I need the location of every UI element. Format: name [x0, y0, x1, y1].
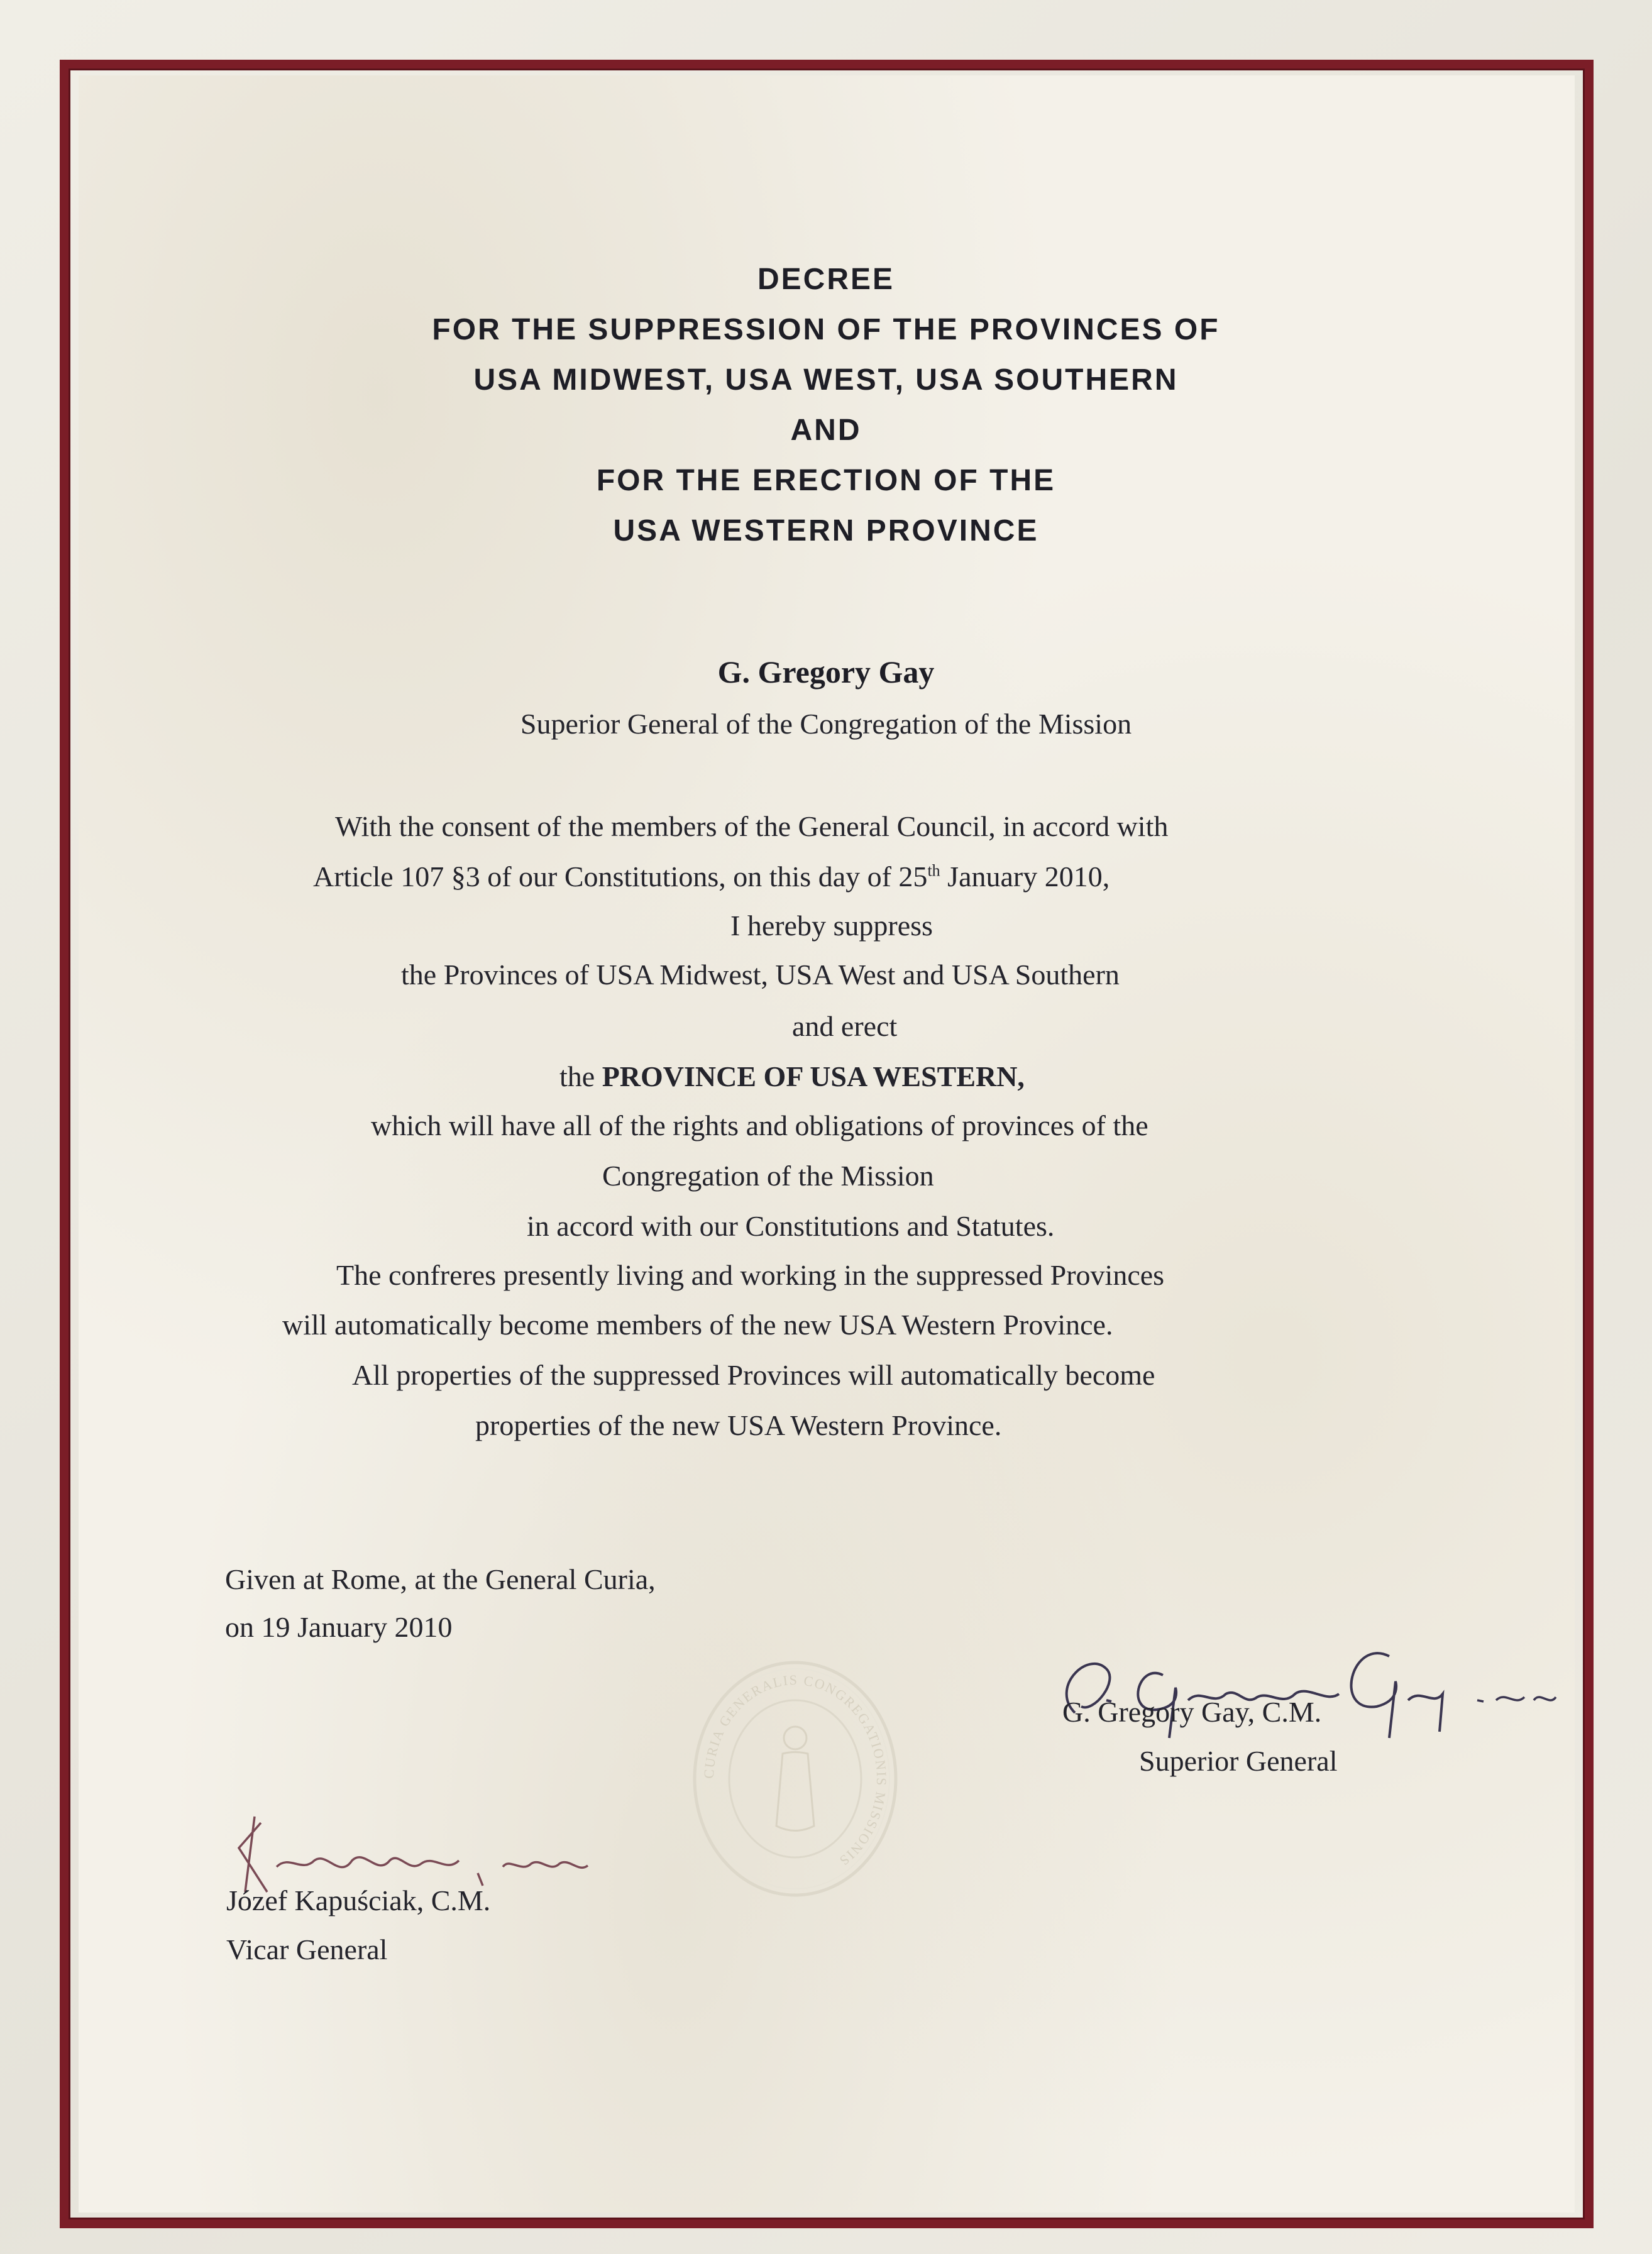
given-line: Given at Rome, at the General Curia, [225, 1563, 656, 1595]
author-role: Superior General of the Congregation of the Mission [520, 708, 1132, 740]
title-line: DECREE [757, 263, 895, 296]
signatory-name: Józef Kapuściak, C.M. [226, 1884, 491, 1916]
signatory-title: Superior General [1139, 1745, 1338, 1777]
given-at [225, 1556, 656, 1651]
embossed-seal [688, 1656, 902, 1901]
body-line: which will have all of the rights and obligations of provinces of the [371, 1109, 1148, 1141]
body-text: the [559, 1060, 602, 1092]
body-line: I hereby suppress [730, 910, 933, 942]
province-name: PROVINCE OF USA WESTERN, [602, 1060, 1025, 1092]
body-line: Congregation of the Mission [602, 1160, 934, 1192]
superior-signatory [1062, 1688, 1338, 1786]
body-line: With the consent of the members of the General Council, in accord with [335, 810, 1169, 842]
body-line: and erect [792, 1010, 898, 1042]
decree-title [0, 255, 1652, 556]
body-text: Article 107 §3 of our Constitutions, on this day of 25 [313, 860, 928, 893]
title-line: FOR THE SUPPRESSION OF THE PROVINCES OF [432, 313, 1220, 346]
body-line [313, 862, 1110, 891]
title-line: FOR THE ERECTION OF THE [596, 464, 1056, 497]
body-line [559, 1062, 1025, 1091]
ordinal-suffix: th [927, 861, 940, 880]
signatory-title: Vicar General [226, 1933, 388, 1965]
given-date: on 19 January 2010 [225, 1611, 453, 1643]
body-text: January 2010, [940, 860, 1110, 893]
vicar-signatory [226, 1876, 490, 1974]
body-line: will automatically become members of the new USA Western Province. [282, 1309, 1113, 1341]
title-line: USA WESTERN PROVINCE [613, 514, 1039, 547]
title-line: USA MIDWEST, USA WEST, USA SOUTHERN [473, 363, 1179, 397]
signatory-name: G. Gregory Gay, C.M. [1062, 1696, 1322, 1728]
seal-text: CURIA GENERALIS CONGREGATIONIS MISSIONIS [700, 1671, 890, 1869]
body-line: in accord with our Constitutions and Statutes. [527, 1210, 1055, 1242]
body-line: The confreres presently living and working in the suppressed Provinces [336, 1259, 1165, 1291]
body-line: All properties of the suppressed Provinces will automatically become [352, 1359, 1155, 1391]
author-name: G. Gregory Gay [717, 654, 935, 690]
body-line: the Provinces of USA Midwest, USA West and USA Southern [401, 959, 1120, 991]
body-line: properties of the new USA Western Province. [475, 1409, 1002, 1441]
title-line: AND [790, 414, 862, 447]
